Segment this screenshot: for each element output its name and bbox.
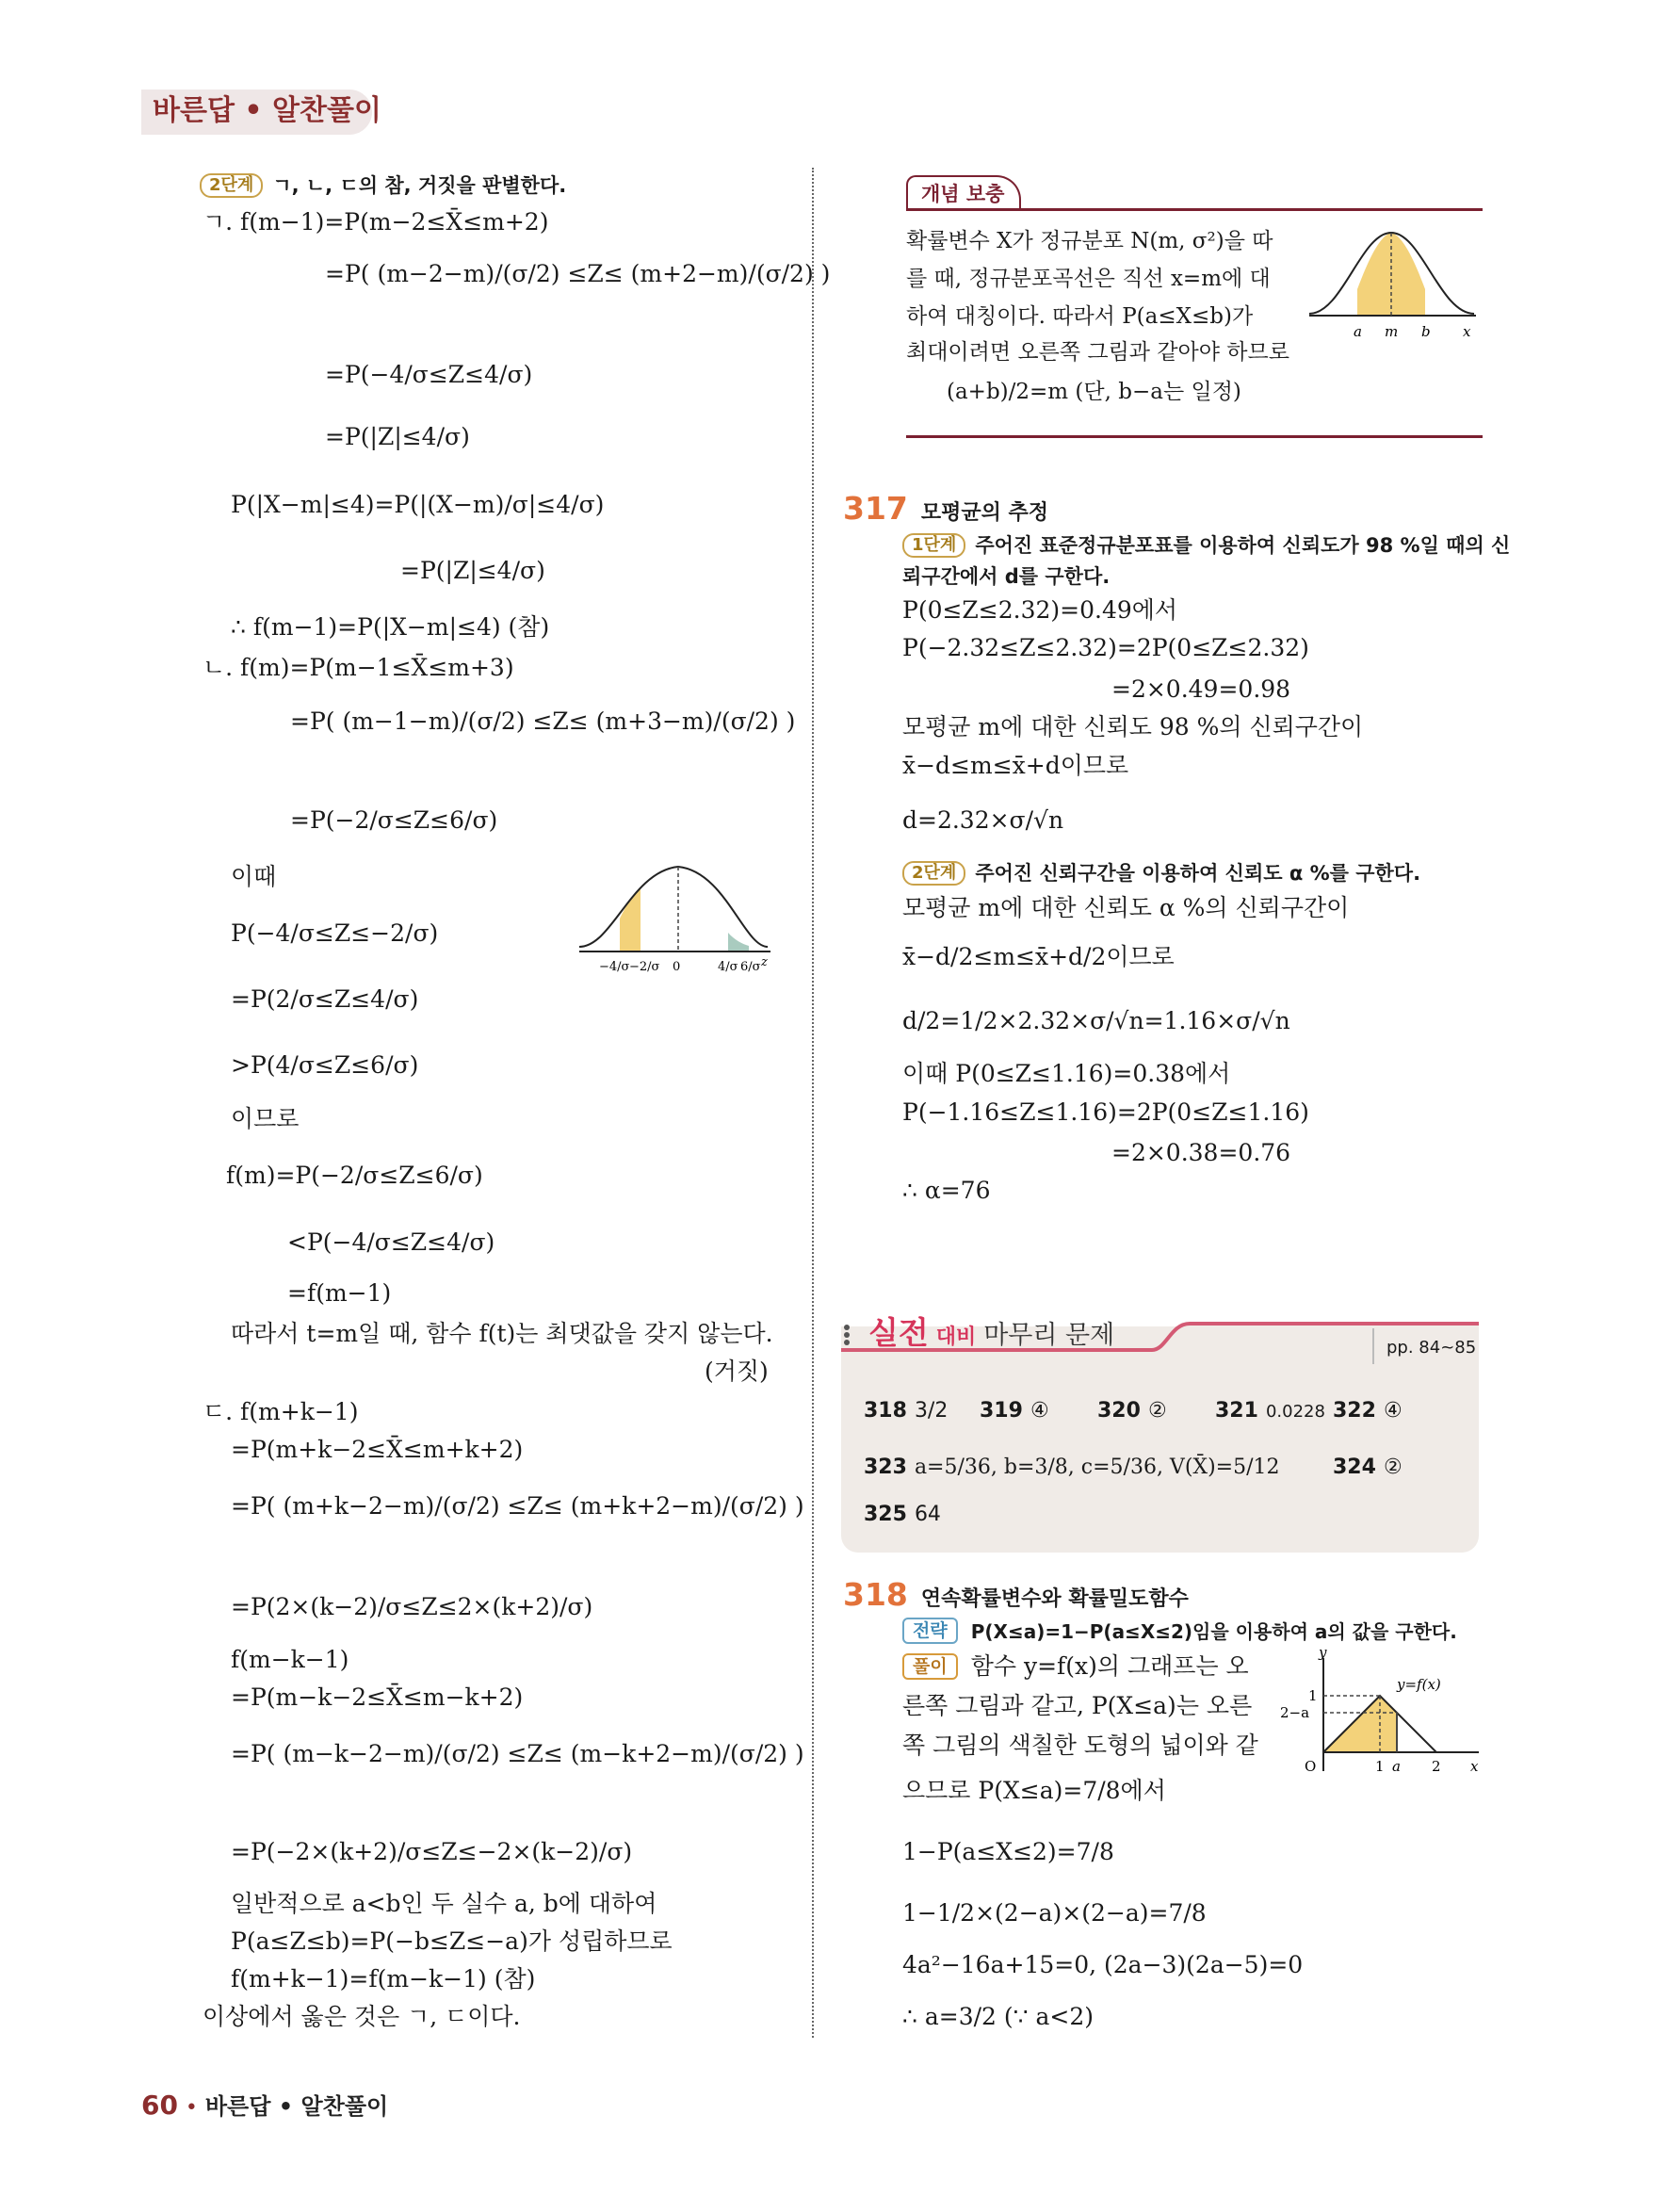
solution-line: 따라서 t=m일 때, 함수 f(t)는 최댓값을 갖지 않는다. <box>231 1320 773 1347</box>
pages-divider <box>1372 1328 1374 1364</box>
solution-line: 1−P(a≤X≤2)=7/8 <box>902 1838 1114 1865</box>
solution-line: f(m−k−1) <box>231 1646 349 1673</box>
solution-line: =P(|Z|≤4/σ) <box>400 557 545 584</box>
footer-label: 바른답 • 알찬풀이 <box>204 2093 389 2120</box>
solution-line: =P(m+k−2≤X̄≤m+k+2) <box>231 1436 524 1463</box>
solution-line: =2×0.49=0.98 <box>1111 675 1291 703</box>
solution-line: =P(−4/σ≤Z≤4/σ) <box>325 361 533 388</box>
step2-heading <box>200 170 566 201</box>
pdf-graph <box>1276 1644 1484 1785</box>
solution-line: ㄷ. f(m+k−1) <box>203 1398 359 1425</box>
tick-label: a <box>1354 323 1362 340</box>
step2-badge: 2단계 <box>200 173 263 198</box>
tick-label: m <box>1385 323 1399 340</box>
solution-line: P(0≤Z≤2.32)=0.49에서 <box>902 596 1178 624</box>
solution-line: 이므로 <box>231 1105 300 1132</box>
review-title <box>868 1314 1114 1357</box>
concept-bottom-rule <box>906 435 1483 438</box>
answer-item: 321 0.0228 <box>1215 1399 1325 1423</box>
solution-line: ∴ α=76 <box>902 1177 991 1204</box>
solution-line: 풀이 함수 y=f(x)의 그래프는 오 <box>902 1651 1249 1682</box>
concept-line: (a+b)/2=m (단, b−a는 일정) <box>947 380 1241 404</box>
solution-line: =P(−2×(k+2)/σ≤Z≤−2×(k−2)/σ) <box>231 1838 633 1865</box>
dots-icon <box>844 1325 850 1345</box>
concept-line: 를 때, 정규분포곡선은 직선 x=m에 대 <box>906 267 1271 291</box>
solution-line: P(|X−m|≤4)=P(|(X−m)/σ|≤4/σ) <box>231 491 605 518</box>
shaded-left-region <box>620 888 641 951</box>
solution-line: 이때 <box>231 863 277 890</box>
solution-line: =P(2×(k−2)/σ≤Z≤2×(k+2)/σ) <box>231 1593 593 1620</box>
step2-text: 주어진 신뢰구간을 이용하여 신뢰도 α %를 구한다. <box>975 862 1421 885</box>
concept-normal-curve <box>1305 221 1484 344</box>
solution-badge: 풀이 <box>902 1653 958 1680</box>
answer-item: 319 ④ <box>980 1399 1049 1423</box>
answer-item: 325 64 <box>864 1503 941 1526</box>
problem-318-heading <box>843 1576 1189 1618</box>
column-divider <box>812 168 814 2038</box>
tick-label: 4/σ <box>718 960 738 974</box>
solution-line: d/2=1/2×2.32×σ/√n=1.16×σ/√n <box>902 1007 1290 1034</box>
step1-badge: 1단계 <box>902 533 965 558</box>
tick-label: 0 <box>673 960 681 974</box>
shaded-area <box>1323 1696 1397 1752</box>
solution-line: =P(|Z|≤4/σ) <box>325 423 470 450</box>
problem-number: 317 <box>843 490 908 527</box>
tick-label: a <box>1392 1758 1401 1775</box>
solution-line: =P( (m−1−m)/(σ/2) ≤Z≤ (m+3−m)/(σ/2) ) <box>290 708 796 735</box>
solution-line: 이상에서 옳은 것은 ㄱ, ㄷ이다. <box>203 2003 521 2030</box>
origin-label: O <box>1305 1758 1317 1775</box>
answer-item: 318 3/2 <box>864 1399 949 1423</box>
normal-curve-graph <box>575 853 772 994</box>
concept-top-rule <box>906 208 1483 211</box>
step1-text-cont: 뢰구간에서 d를 구한다. <box>902 565 1111 588</box>
tick-label: 2 <box>1432 1758 1441 1775</box>
concept-line: 최대이려면 오른쪽 그림과 같아야 하므로 <box>906 340 1289 365</box>
solution-line: =f(m−1) <box>287 1279 392 1307</box>
solution-line: =P( (m−k−2−m)/(σ/2) ≤Z≤ (m−k+2−m)/(σ/2) ) <box>231 1740 804 1767</box>
answer-item: 320 ② <box>1097 1399 1167 1423</box>
axis-label: x <box>1470 1758 1479 1775</box>
solution-line: =2×0.38=0.76 <box>1111 1139 1291 1166</box>
solution-line: 쪽 그림의 색칠한 도형의 넓이와 같 <box>902 1732 1258 1759</box>
solution-line: f(m+k−1)=f(m−k−1) (참) <box>231 1965 536 1992</box>
solution-line: P(a≤Z≤b)=P(−b≤Z≤−a)가 성립하므로 <box>231 1927 673 1955</box>
strategy-text: P(X≤a)=1−P(a≤X≤2)임을 이용하여 a의 값을 구한다. <box>970 1620 1457 1643</box>
axis-label: x <box>1463 323 1471 340</box>
solution-line: x̄−d/2≤m≤x̄+d/2이므로 <box>902 943 1175 970</box>
answer-item: 324 ② <box>1333 1456 1403 1479</box>
step1-heading <box>902 529 1510 561</box>
solution-line: 일반적으로 a<b인 두 실수 a, b에 대하여 <box>231 1890 657 1917</box>
tick-label: −2/σ <box>629 960 660 974</box>
solution-line: >P(4/σ≤Z≤6/σ) <box>231 1051 419 1079</box>
review-title-c: 마무리 문제 <box>983 1321 1115 1350</box>
tick-label: 2−a <box>1280 1704 1310 1721</box>
problem-title: 모평균의 추정 <box>920 501 1049 525</box>
concept-line: 하여 대칭이다. 따라서 P(a≤X≤b)가 <box>906 304 1254 329</box>
step2-heading <box>902 857 1420 888</box>
step2-badge: 2단계 <box>902 861 965 886</box>
bullet-icon: • <box>185 2096 198 2120</box>
problem-number: 318 <box>843 1576 908 1613</box>
concept-line: 확률변수 X가 정규분포 N(m, σ²)을 따 <box>906 229 1273 253</box>
step1-text: 주어진 표준정규분포표를 이용하여 신뢰도가 98 %일 때의 신 <box>975 534 1511 557</box>
solution-line: 4a²−16a+15=0, (2a−3)(2a−5)=0 <box>902 1951 1304 1978</box>
solution-line: <P(−4/σ≤Z≤4/σ) <box>287 1228 495 1256</box>
solution-line: P(−2.32≤Z≤2.32)=2P(0≤Z≤2.32) <box>902 634 1309 661</box>
problem-title: 연속확률변수와 확률밀도함수 <box>920 1587 1189 1611</box>
concept-title: 개념 보충 <box>906 175 1021 211</box>
review-title-b: 대비 <box>935 1326 977 1349</box>
review-pages: pp. 84~85 <box>1386 1338 1477 1358</box>
solution-line: 1−1/2×(2−a)×(2−a)=7/8 <box>902 1899 1207 1927</box>
strategy-line <box>902 1616 1457 1647</box>
tick-label: −4/σ <box>599 960 630 974</box>
answer-item: 323 a=5/36, b=3/8, c=5/36, V(X̄)=5/12 <box>864 1456 1280 1479</box>
strategy-badge: 전략 <box>902 1618 958 1644</box>
solution-line: (거짓) <box>705 1358 769 1385</box>
solution-line: ∴ f(m−1)=P(|X−m|≤4) (참) <box>231 613 550 641</box>
tick-label: b <box>1421 323 1431 340</box>
tick-label: 6/σ <box>740 960 761 974</box>
solution-line: 이때 P(0≤Z≤1.16)=0.38에서 <box>902 1060 1231 1087</box>
solution-line: P(−1.16≤Z≤1.16)=2P(0≤Z≤1.16) <box>902 1098 1309 1126</box>
problem-317-heading <box>843 490 1048 532</box>
axis-label: y <box>1319 1644 1327 1661</box>
solution-line: 모평균 m에 대한 신뢰도 α %의 신뢰구간이 <box>902 894 1350 921</box>
page-footer <box>141 2087 388 2127</box>
solution-line: d=2.32×σ/√n <box>902 806 1064 834</box>
solution-line: 른쪽 그림과 같고, P(X≤a)는 오른 <box>902 1692 1253 1719</box>
solution-line: ∴ a=3/2 (∵ a<2) <box>902 2003 1095 2030</box>
solution-line: 모평균 m에 대한 신뢰도 98 %의 신뢰구간이 <box>902 713 1364 740</box>
page-header-title: 바른답 • 알찬풀이 <box>153 94 381 127</box>
solution-line: P(−4/σ≤Z≤−2/σ) <box>231 919 439 947</box>
solution-line: x̄−d≤m≤x̄+d이므로 <box>902 752 1129 779</box>
axis-label: z <box>761 955 768 969</box>
solution-line: =P(m−k−2≤X̄≤m−k+2) <box>231 1683 524 1711</box>
solution-line: =P(−2/σ≤Z≤6/σ) <box>290 806 498 834</box>
solution-line: ㄴ. f(m)=P(m−1≤X̄≤m+3) <box>203 654 514 681</box>
solution-line: f(m)=P(−2/σ≤Z≤6/σ) <box>226 1162 483 1189</box>
page-number: 60 <box>141 2090 178 2121</box>
review-title-a: 실전 <box>868 1314 929 1351</box>
function-label: y=f(x) <box>1397 1676 1441 1693</box>
tick-label: 1 <box>1308 1687 1318 1704</box>
solution-line: =P(2/σ≤Z≤4/σ) <box>231 985 419 1013</box>
solution-line: 으므로 P(X≤a)=7/8에서 <box>902 1777 1166 1804</box>
tick-label: 1 <box>1375 1758 1385 1775</box>
solution-line: =P( (m−2−m)/(σ/2) ≤Z≤ (m+2−m)/(σ/2) ) <box>325 260 831 287</box>
solution-line: =P( (m+k−2−m)/(σ/2) ≤Z≤ (m+k+2−m)/(σ/2) ) <box>231 1492 804 1520</box>
answer-item: 322 ④ <box>1333 1399 1403 1423</box>
step2-text: ㄱ, ㄴ, ㄷ의 참, 거짓을 판별한다. <box>272 174 567 197</box>
solution-line: ㄱ. f(m−1)=P(m−2≤X̄≤m+2) <box>203 208 549 236</box>
